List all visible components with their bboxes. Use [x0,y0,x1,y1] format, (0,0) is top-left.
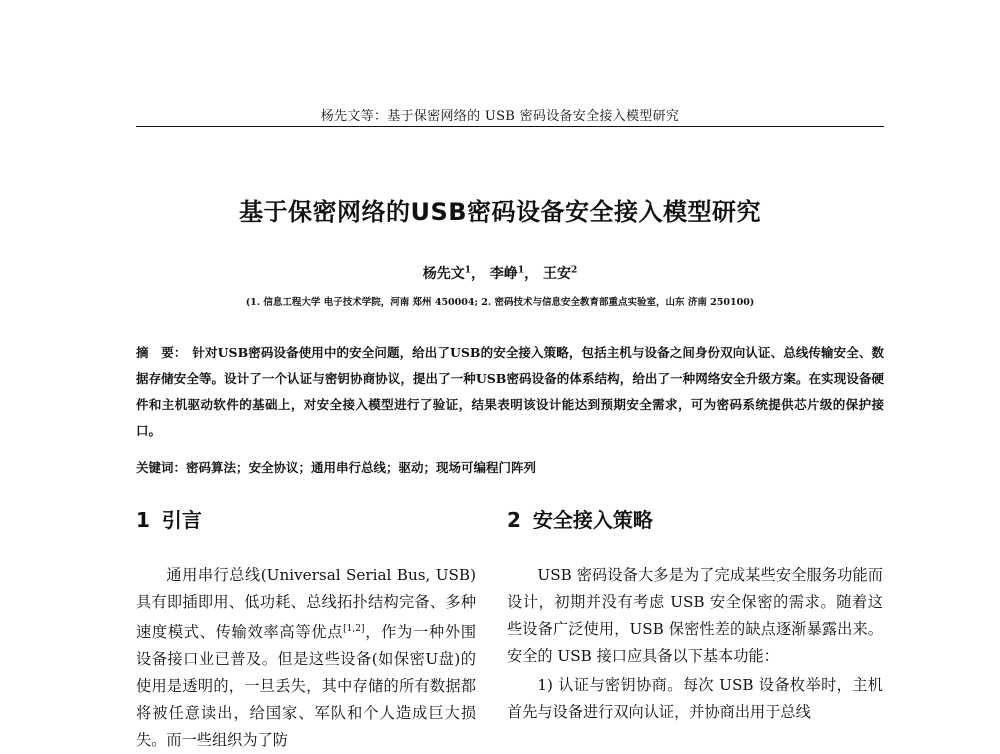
author-affiliation-mark: 2 [571,265,578,276]
keywords-label: 关键词： [136,460,187,475]
affiliations: (1. 信息工程大学 电子技术学院，河南 郑州 450004; 2. 密码技术与信息安全教育部重点实验室，山东 济南 250100) [245,297,755,308]
section-2-title: 安全接入策略 [532,508,653,532]
author-separator: ， [470,266,485,282]
section-1-paragraph [136,562,476,754]
author-affiliation-mark: 1 [517,265,525,276]
section-2-paragraph: USB 密码设备大多是为了完成某些安全服务功能而设计，初期并没有考虑 USB 安全保密的需求。随着这些设备广泛使用，USB 保密性差的缺点逐渐暴露出来。安全的 USB 接口应具备以下基本功能： [507,566,883,665]
abstract [136,340,884,444]
author-name: 王安 [543,266,571,282]
section-2-number: 2 [507,508,521,532]
abstract-text: 针对USB密码设备使用中的安全问题，给出了USB的安全接入策略，包括主机与设备之间身份双向认证、总线传输安全、数据存储安全等。设计了一个认证与密钥协商协议，提出了一种USB密码设备的体系结构，给出了一种网络安全升级方案。在实现设备硬件和主机驱动软件的基础上，对安全接入模型进行了验证，结果表明该设计能达到预期安全需求，可为密码系统提供芯片级的保护接口。 [136,345,884,438]
keywords-text: 密码算法；安全协议；通用串行总线；驱动；现场可编程门阵列 [186,460,537,475]
citation-mark: [1,2] [343,624,365,634]
keywords [136,455,884,481]
running-header: 杨先文等：基于保密网络的 USB 密码设备安全接入模型研究 [320,109,680,124]
section-2-list-item: 1) 认证与密钥协商。每次 USB 设备枚举时，主机首先与设备进行双向认证，并协商出用于总线 [507,676,883,721]
header-rule [136,126,884,127]
section-1-heading [136,500,476,540]
section-1-text-b: ，作为一种外围设备接口业已普及。但是这些设备(如保密U盘)的使用是透明的，一旦丢失，其中存储的所有数据都将被任意读出，给国家、军队和个人造成巨大损失。而一些组织为了防 [136,623,477,750]
section-1-number: 1 [136,508,150,532]
author-affiliation-mark: 1 [464,265,471,276]
paper-title: 基于保密网络的USB密码设备安全接入模型研究 [238,198,762,226]
section-1-title: 引言 [161,508,202,532]
author-list [0,263,1000,283]
abstract-label: 摘 要： [136,345,187,360]
section-2-heading [507,500,883,540]
left-column [136,500,476,754]
right-column [507,500,883,726]
section-1-text-a: 通用串行总线(Universal Serial Bus, USB)具有即插即用、低功耗、总线拓扑结构完备、多种速度模式、传输效率高等优点 [136,566,476,642]
author-name: 杨先文 [422,266,465,282]
author-separator: ， [524,266,539,282]
author-name: 李峥 [489,266,518,282]
